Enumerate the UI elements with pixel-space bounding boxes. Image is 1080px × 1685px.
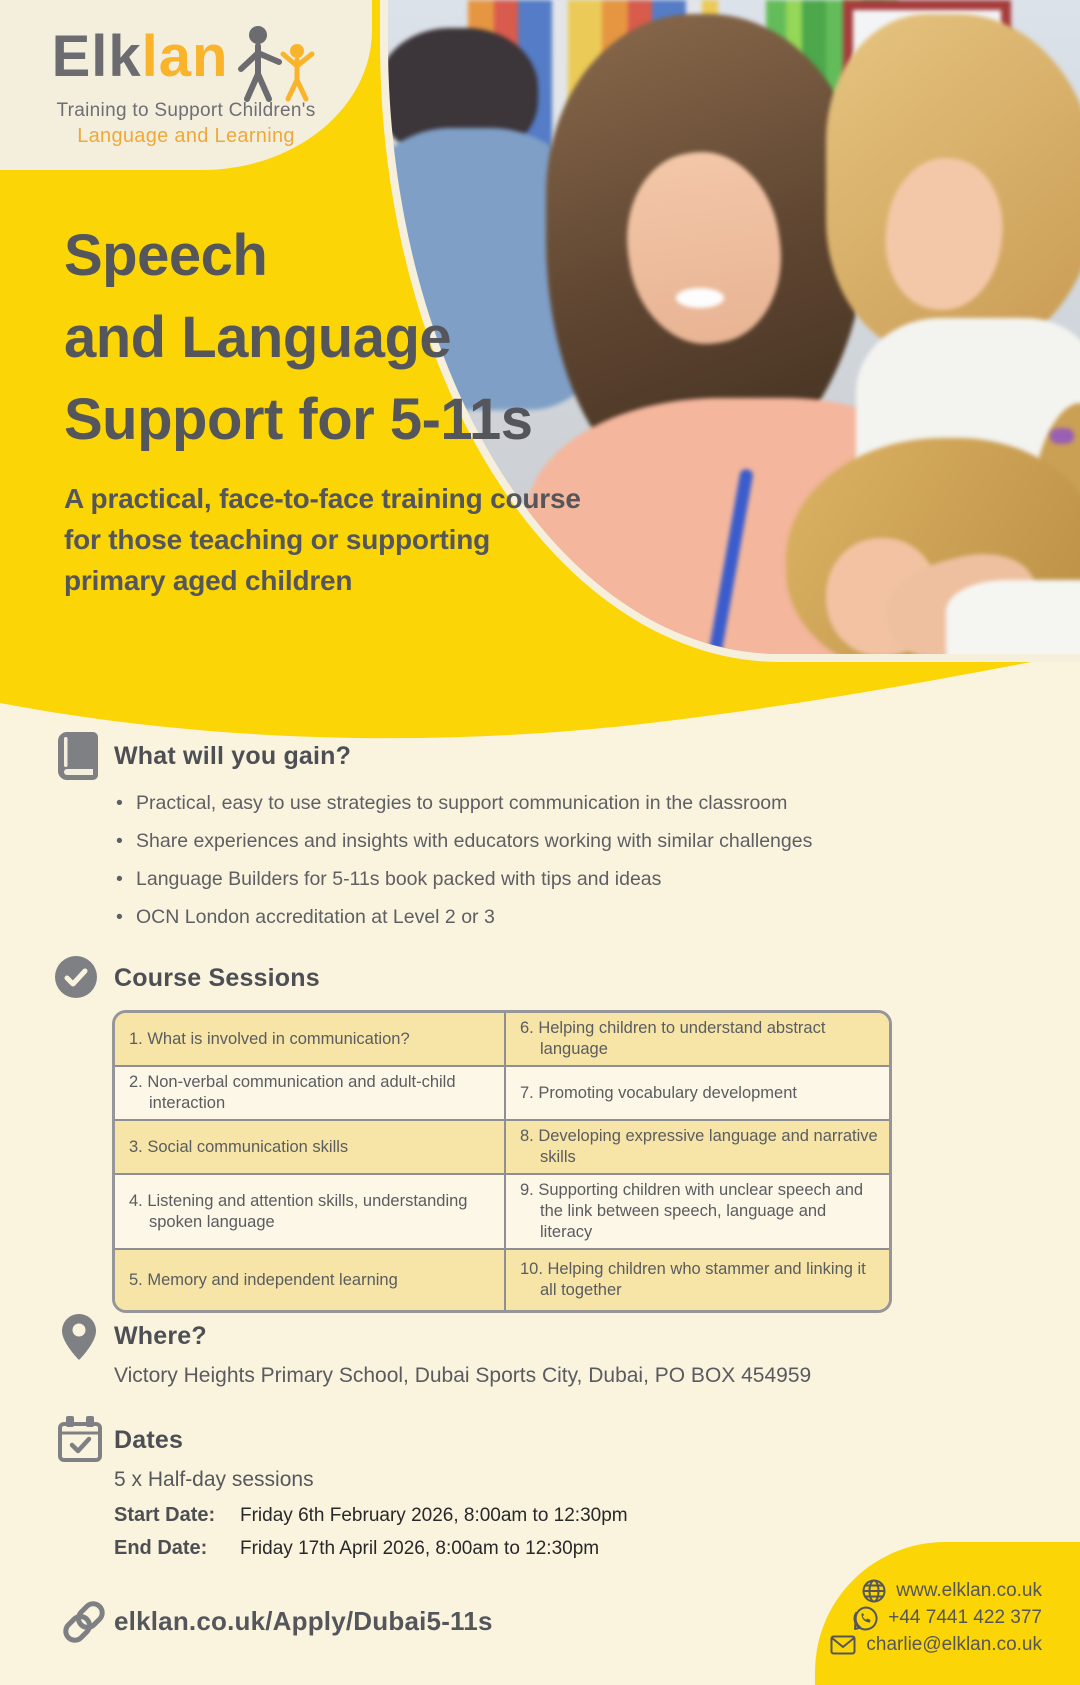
elklan-logo-blob bbox=[0, 0, 372, 170]
session-cell: 5. Memory and independent learning bbox=[114, 1249, 505, 1311]
apply-link[interactable]: elklan.co.uk/Apply/Dubai5-11s bbox=[114, 1606, 493, 1636]
end-date-value: Friday 17th April 2026, 8:00am to 12:30pm bbox=[240, 1538, 600, 1559]
session-cell: 3. Social communication skills bbox=[114, 1120, 505, 1174]
title-line-1: Speech bbox=[64, 223, 268, 288]
gain-bullet: • OCN London accreditation at Level 2 or 3 bbox=[114, 898, 944, 936]
session-cell: 10. Helping children who stammer and linking it all together bbox=[505, 1249, 892, 1311]
link-icon bbox=[60, 1598, 108, 1646]
photo-shape bbox=[1050, 428, 1074, 444]
logo-tagline-line2: Language and Learning bbox=[77, 125, 295, 147]
phone-text: +44 7441 422 377 bbox=[888, 1607, 1042, 1628]
phone-row[interactable] bbox=[722, 1605, 1042, 1631]
table-row bbox=[114, 1249, 892, 1311]
email-text: charlie@elklan.co.uk bbox=[866, 1634, 1042, 1655]
sessions-heading: Course Sessions bbox=[114, 964, 320, 992]
subtitle-line-2: for those teaching or supporting bbox=[64, 524, 491, 555]
gain-bullet: • Language Builders for 5-11s book packed with tips and ideas bbox=[114, 860, 944, 898]
gain-bullet-list bbox=[114, 784, 944, 936]
sessions-count: 5 x Half-day sessions bbox=[114, 1468, 314, 1491]
calendar-check-icon bbox=[58, 1416, 102, 1464]
session-cell: 1. What is involved in communication? bbox=[114, 1012, 505, 1066]
website-row[interactable] bbox=[722, 1578, 1042, 1604]
title-line-3: Support for 5-11s bbox=[64, 387, 533, 452]
sessions-table bbox=[112, 1010, 892, 1313]
dates-heading: Dates bbox=[114, 1426, 184, 1454]
title-line-2: and Language bbox=[64, 305, 452, 370]
logo-tagline-line1: Training to Support Children's bbox=[56, 100, 316, 121]
start-date-label: Start Date: bbox=[114, 1504, 216, 1526]
photo-shape bbox=[676, 288, 724, 308]
session-cell: 8. Developing expressive language and narrative skills bbox=[505, 1120, 892, 1174]
subtitle-line-1: A practical, face-to-face training course bbox=[64, 483, 581, 514]
session-cell: 9. Supporting children with unclear speech and the link between speech, language and literacy bbox=[505, 1174, 892, 1249]
page-subtitle bbox=[64, 478, 581, 601]
table-row bbox=[114, 1066, 892, 1120]
contact-info bbox=[722, 1578, 1042, 1659]
adult-child-figures-icon bbox=[234, 24, 320, 102]
gain-heading: What will you gain? bbox=[114, 742, 352, 770]
table-row bbox=[114, 1120, 892, 1174]
page-title bbox=[64, 215, 532, 461]
gain-bullet: • Practical, easy to use strategies to support communication in the classroom bbox=[114, 784, 944, 822]
table-row bbox=[114, 1012, 892, 1066]
book-icon bbox=[57, 731, 99, 781]
subtitle-line-3: primary aged children bbox=[64, 565, 353, 596]
session-cell: 4. Listening and attention skills, understanding spoken language bbox=[114, 1174, 505, 1249]
website-text: www.elklan.co.uk bbox=[896, 1580, 1042, 1601]
venue-address: Victory Heights Primary School, Dubai Sports City, Dubai, PO BOX 454959 bbox=[114, 1364, 812, 1387]
photo-shape bbox=[946, 580, 1080, 662]
email-row[interactable] bbox=[722, 1632, 1042, 1658]
where-heading: Where? bbox=[114, 1322, 207, 1350]
check-circle-icon bbox=[55, 956, 97, 998]
session-cell: 6. Helping children to understand abstract language bbox=[505, 1012, 892, 1066]
whatsapp-icon bbox=[853, 1606, 878, 1631]
table-row bbox=[114, 1174, 892, 1249]
gain-bullet: • Share experiences and insights with educators working with similar challenges bbox=[114, 822, 944, 860]
envelope-icon bbox=[830, 1635, 856, 1655]
logo-text-elk: Elk bbox=[51, 24, 142, 89]
logo-text-lan: lan bbox=[141, 24, 229, 89]
elklan-logo bbox=[0, 22, 372, 96]
start-date-value: Friday 6th February 2026, 8:00am to 12:30pm bbox=[240, 1505, 628, 1526]
end-date-label: End Date: bbox=[114, 1537, 208, 1559]
session-cell: 7. Promoting vocabulary development bbox=[505, 1066, 892, 1120]
location-pin-icon bbox=[62, 1314, 96, 1360]
session-cell: 2. Non-verbal communication and adult-child interaction bbox=[114, 1066, 505, 1120]
globe-icon bbox=[862, 1579, 886, 1603]
